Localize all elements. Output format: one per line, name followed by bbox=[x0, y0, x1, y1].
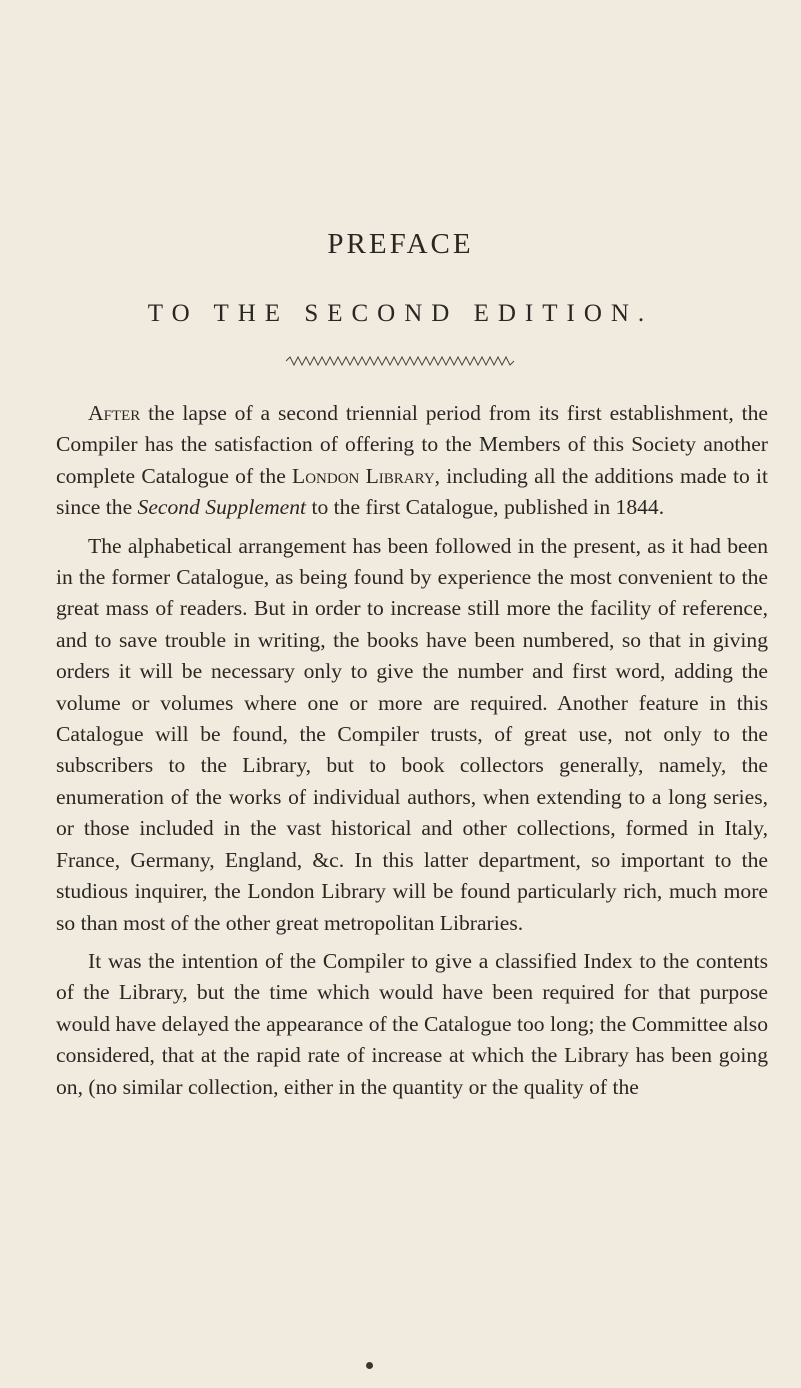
lead-word: After bbox=[88, 401, 141, 425]
wavy-rule-ornament bbox=[284, 354, 516, 368]
paragraph-2: The alphabetical arrangement has been followed in the present, as it had been in the former Catalogue, as being found by experience the most convenient to the great mass of readers. But in order to increase still more the facility of reference, and to save trouble in writing, the books have been numbered, so that in giving orders it will be necessary only to give the number and first word, adding the volume or volumes where one or more are required. Another feature in this Catalogue will be found, the Compiler trusts, of great use, not only to the subscribers to the Library, but to book collectors generally, namely, the enumeration of the works of individual authors, when extending to a long series, or those included in the vast historical and other collections, formed in Italy, France, Germany, England, &c. In this latter department, so important to the studious inquirer, the London Library will be found particularly rich, much more so than most of the other great metropolitan Libraries. bbox=[56, 533, 768, 935]
supplement-title: Second Supplement bbox=[137, 495, 307, 520]
page-title: PREFACE bbox=[327, 228, 474, 260]
printer-mark bbox=[366, 1362, 373, 1369]
paragraph-3: It was the intention of the Compiler to give a classified Index to the contents of the Library, but the time which would have been required for that purpose would have delayed the appearance of the Catalogue too long; the Committee also considered, that at the rapid rate of increase at which the Library has been going on, (no similar collection, either in the quantity or the quality of the bbox=[56, 948, 768, 1099]
library-name: London Library, bbox=[292, 463, 441, 488]
preface-body bbox=[56, 398, 768, 1103]
paragraph-1: After the lapse of a second triennial period from its first establishment, the Compiler has the satisfaction of offering to the Members of this Society another complete Catalogue of the London Library, including all the additions made to it since the Second Supplement to the first Catalogue, published in 1844. bbox=[56, 401, 768, 520]
page-subtitle: TO THE SECOND EDITION. bbox=[147, 300, 654, 327]
